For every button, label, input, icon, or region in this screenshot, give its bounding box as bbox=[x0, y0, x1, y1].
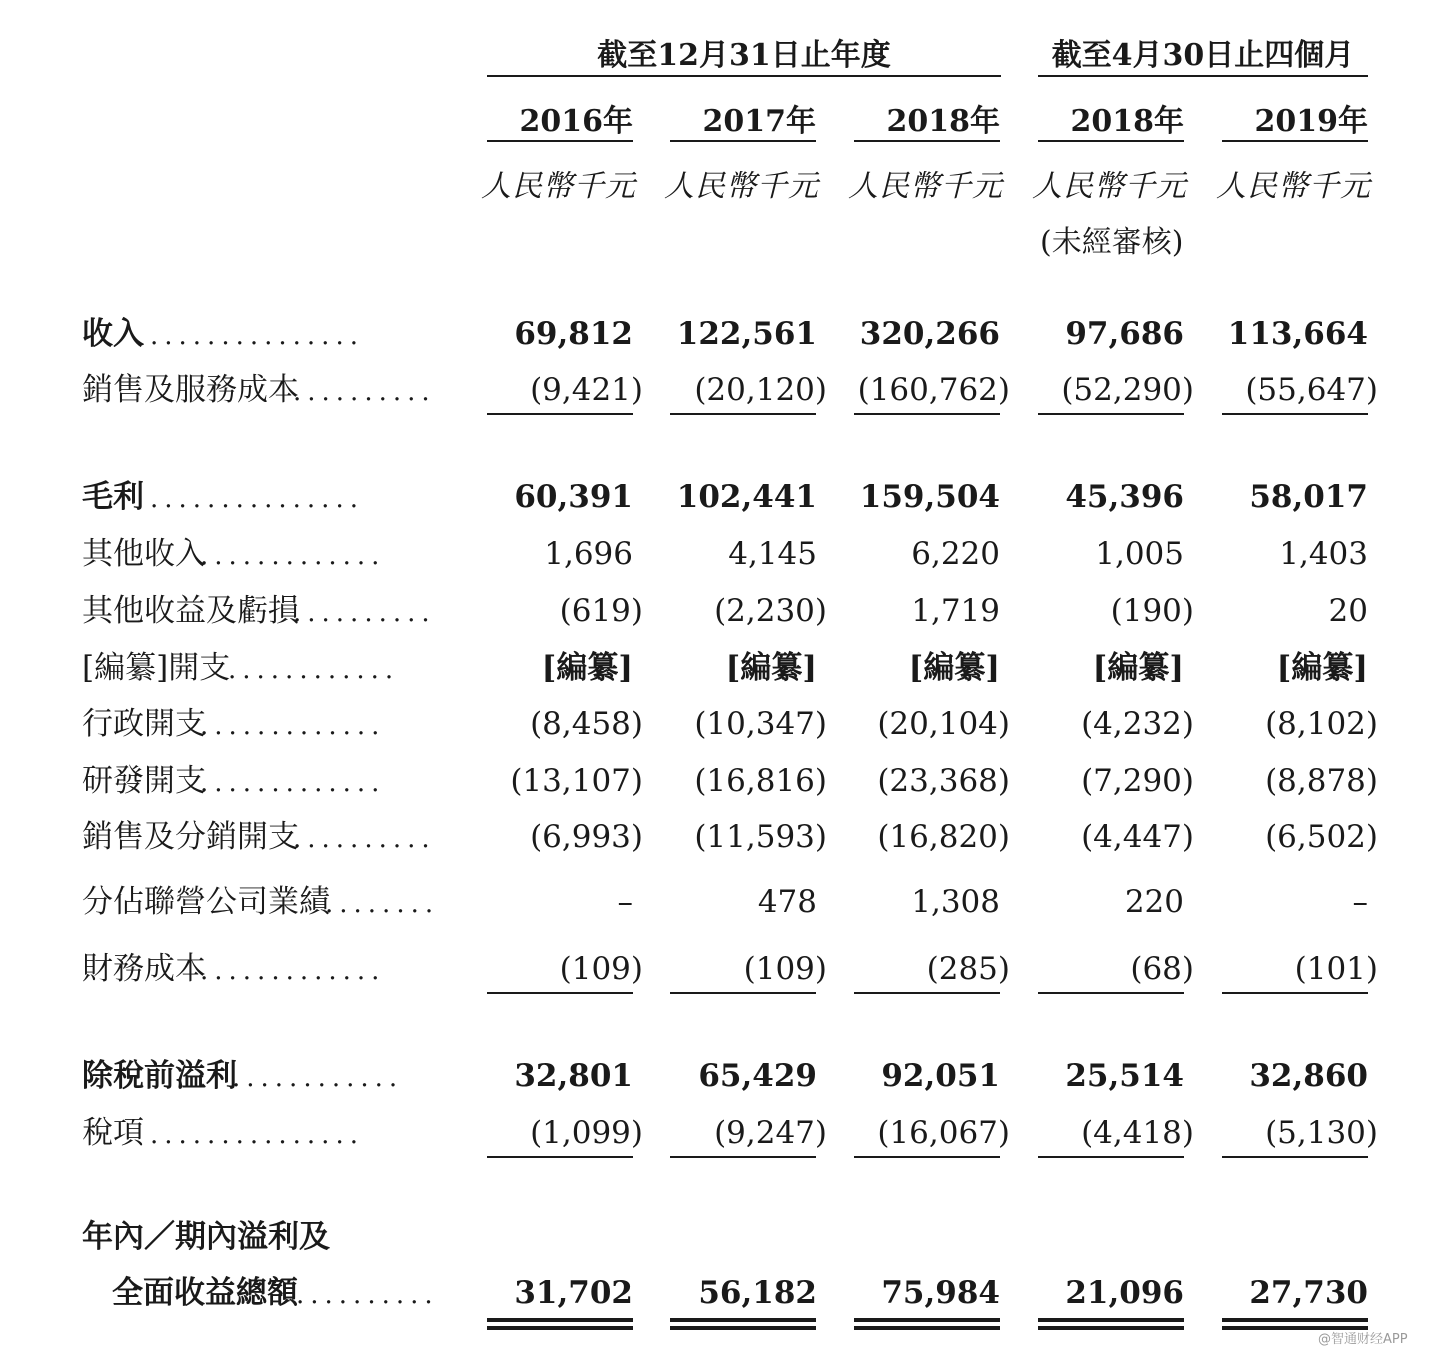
cell: 56,182 bbox=[698, 1275, 817, 1311]
cell: 1,005 bbox=[1095, 536, 1184, 572]
cell: 113,664 bbox=[1227, 316, 1368, 352]
leader-dots: ............. bbox=[200, 768, 386, 798]
cell: [編纂] bbox=[725, 650, 817, 686]
cell: 320,266 bbox=[859, 316, 1000, 352]
cell: (109) bbox=[743, 951, 827, 987]
row-label-total-comprehensive-income: 全面收益總額 bbox=[112, 1275, 298, 1311]
cell: (23,368) bbox=[877, 763, 1010, 799]
total-double-rule bbox=[487, 1318, 633, 1322]
cell: (109) bbox=[559, 951, 643, 987]
subtotal-rule bbox=[1222, 1156, 1368, 1158]
subtotal-rule bbox=[487, 992, 633, 994]
total-double-rule bbox=[670, 1326, 816, 1330]
cell: (4,418) bbox=[1081, 1115, 1194, 1151]
cell: 27,730 bbox=[1249, 1275, 1368, 1311]
year-rule bbox=[1222, 140, 1368, 142]
year-rule bbox=[487, 140, 633, 142]
cell: 21,096 bbox=[1065, 1275, 1184, 1311]
cell: 1,403 bbox=[1279, 536, 1368, 572]
cell: (16,067) bbox=[877, 1115, 1010, 1151]
cell: 32,801 bbox=[514, 1058, 633, 1094]
cell: [編纂] bbox=[541, 650, 633, 686]
cell: 97,686 bbox=[1065, 316, 1184, 352]
total-double-rule bbox=[854, 1318, 1000, 1322]
cell: (2,230) bbox=[714, 593, 827, 629]
header-group-annual-rule bbox=[487, 75, 1001, 77]
subtotal-rule bbox=[854, 413, 1000, 415]
cell: (13,107) bbox=[510, 763, 643, 799]
row-label-cost-of-sales: 銷售及服務成本 bbox=[82, 372, 299, 408]
cell: (8,102) bbox=[1265, 706, 1378, 742]
year-header-2018-interim: 2018年 bbox=[1070, 104, 1184, 139]
subtotal-rule bbox=[854, 1156, 1000, 1158]
cell: (1,099) bbox=[530, 1115, 643, 1151]
cell: [編纂] bbox=[1276, 650, 1368, 686]
cell: 122,561 bbox=[676, 316, 817, 352]
cell: 6,220 bbox=[911, 536, 1000, 572]
cell: [編纂] bbox=[908, 650, 1000, 686]
subtotal-rule bbox=[1038, 413, 1184, 415]
cell: (8,458) bbox=[530, 706, 643, 742]
cell: 31,702 bbox=[514, 1275, 633, 1311]
year-header-2018: 2018年 bbox=[886, 104, 1000, 139]
cell: (7,290) bbox=[1081, 763, 1194, 799]
total-double-rule bbox=[1222, 1318, 1368, 1322]
cell: (101) bbox=[1294, 951, 1378, 987]
leader-dots: .......... bbox=[293, 377, 436, 407]
cell: 220 bbox=[1124, 884, 1184, 920]
cell: (9,247) bbox=[714, 1115, 827, 1151]
header-group-annual: 截至12月31日止年度 bbox=[597, 38, 891, 73]
year-rule bbox=[670, 140, 816, 142]
row-label-revenue: 收入 bbox=[82, 316, 144, 352]
subtotal-rule bbox=[487, 413, 633, 415]
leader-dots: ............... bbox=[150, 321, 364, 351]
row-label-gross-profit: 毛利 bbox=[82, 479, 144, 515]
unaudited-note: (未經審核) bbox=[1040, 225, 1184, 260]
leader-dots: ........ bbox=[325, 889, 440, 919]
cell: 20 bbox=[1328, 593, 1368, 629]
header-group-interim: 截至4月30日止四個月 bbox=[1051, 38, 1355, 73]
subtotal-rule bbox=[1222, 413, 1368, 415]
subtotal-rule bbox=[1038, 1156, 1184, 1158]
row-label-rd-expenses: 研發開支 bbox=[82, 763, 206, 799]
cell: (8,878) bbox=[1265, 763, 1378, 799]
cell: 45,396 bbox=[1065, 479, 1184, 515]
year-rule bbox=[854, 140, 1000, 142]
cell: (20,104) bbox=[877, 706, 1010, 742]
leader-dots: ............. bbox=[200, 711, 386, 741]
cell: (11,593) bbox=[694, 819, 827, 855]
cell: 102,441 bbox=[676, 479, 817, 515]
total-double-rule bbox=[1038, 1326, 1184, 1330]
subtotal-rule bbox=[670, 1156, 816, 1158]
cell: (190) bbox=[1110, 593, 1194, 629]
leader-dots: .......... bbox=[293, 598, 436, 628]
cell: 60,391 bbox=[514, 479, 633, 515]
cell: 1,696 bbox=[544, 536, 633, 572]
subtotal-rule bbox=[670, 413, 816, 415]
cell: 69,812 bbox=[514, 316, 633, 352]
total-double-rule bbox=[854, 1326, 1000, 1330]
cell: [編纂] bbox=[1092, 650, 1184, 686]
row-label-other-income: 其他收入 bbox=[82, 536, 206, 572]
cell: (16,820) bbox=[877, 819, 1010, 855]
cell: 58,017 bbox=[1249, 479, 1368, 515]
cell: (9,421) bbox=[530, 372, 643, 408]
row-label-finance-costs: 財務成本 bbox=[82, 951, 206, 987]
cell: (4,447) bbox=[1081, 819, 1194, 855]
cell: 92,051 bbox=[881, 1058, 1000, 1094]
cell: (5,130) bbox=[1265, 1115, 1378, 1151]
cell: 1,308 bbox=[911, 884, 1000, 920]
unit-label: 人民幣千元 bbox=[1216, 169, 1371, 204]
cell: (4,232) bbox=[1081, 706, 1194, 742]
row-label-profit-for-period: 年內／期內溢利及 bbox=[82, 1219, 330, 1255]
total-double-rule bbox=[487, 1326, 633, 1330]
cell: (160,762) bbox=[857, 372, 1010, 408]
leader-dots: ............ bbox=[228, 655, 400, 685]
cell: 478 bbox=[757, 884, 817, 920]
year-header-2016: 2016年 bbox=[519, 104, 633, 139]
leader-dots: .......... bbox=[293, 824, 436, 854]
unit-label: 人民幣千元 bbox=[848, 169, 1003, 204]
total-double-rule bbox=[1038, 1318, 1184, 1322]
cell: – bbox=[617, 884, 633, 920]
row-label-share-of-associates: 分佔聯營公司業績 bbox=[82, 884, 330, 920]
row-label-admin-expenses: 行政開支 bbox=[82, 706, 206, 742]
row-label-selling-distribution: 銷售及分銷開支 bbox=[82, 819, 299, 855]
cell: (16,816) bbox=[694, 763, 827, 799]
cell: – bbox=[1352, 884, 1368, 920]
row-label-redacted-expenses: [編纂]開支 bbox=[82, 650, 231, 686]
year-rule bbox=[1038, 140, 1184, 142]
leader-dots: ............... bbox=[150, 1120, 364, 1150]
unit-label: 人民幣千元 bbox=[1032, 169, 1187, 204]
cell: (6,993) bbox=[530, 819, 643, 855]
leader-dots: .......... bbox=[296, 1280, 439, 1310]
cell: 75,984 bbox=[881, 1275, 1000, 1311]
cell: 159,504 bbox=[859, 479, 1000, 515]
unit-label: 人民幣千元 bbox=[664, 169, 819, 204]
cell: 4,145 bbox=[728, 536, 817, 572]
year-header-2017: 2017年 bbox=[702, 104, 816, 139]
cell: (68) bbox=[1130, 951, 1194, 987]
cell: (10,347) bbox=[694, 706, 827, 742]
total-double-rule bbox=[670, 1318, 816, 1322]
year-header-2019-interim: 2019年 bbox=[1254, 104, 1368, 139]
leader-dots: ............. bbox=[200, 956, 386, 986]
row-label-tax: 稅項 bbox=[82, 1115, 144, 1151]
subtotal-rule bbox=[670, 992, 816, 994]
row-label-other-gains-losses: 其他收益及虧損 bbox=[82, 593, 299, 629]
leader-dots: ............. bbox=[200, 541, 386, 571]
cell: 25,514 bbox=[1065, 1058, 1184, 1094]
cell: (52,290) bbox=[1061, 372, 1194, 408]
cell: (285) bbox=[926, 951, 1010, 987]
cell: 65,429 bbox=[698, 1058, 817, 1094]
cell: (55,647) bbox=[1245, 372, 1378, 408]
unit-label: 人民幣千元 bbox=[481, 169, 636, 204]
cell: (6,502) bbox=[1265, 819, 1378, 855]
watermark: @智通财经APP bbox=[1318, 1332, 1408, 1347]
subtotal-rule bbox=[1222, 992, 1368, 994]
cell: 1,719 bbox=[911, 593, 1000, 629]
header-group-interim-rule bbox=[1038, 75, 1368, 77]
leader-dots: ............ bbox=[232, 1063, 404, 1093]
subtotal-rule bbox=[487, 1156, 633, 1158]
cell: (619) bbox=[559, 593, 643, 629]
cell: 32,860 bbox=[1249, 1058, 1368, 1094]
row-label-profit-before-tax: 除稅前溢利 bbox=[82, 1058, 237, 1094]
leader-dots: ............... bbox=[150, 484, 364, 514]
subtotal-rule bbox=[1038, 992, 1184, 994]
subtotal-rule bbox=[854, 992, 1000, 994]
cell: (20,120) bbox=[694, 372, 827, 408]
